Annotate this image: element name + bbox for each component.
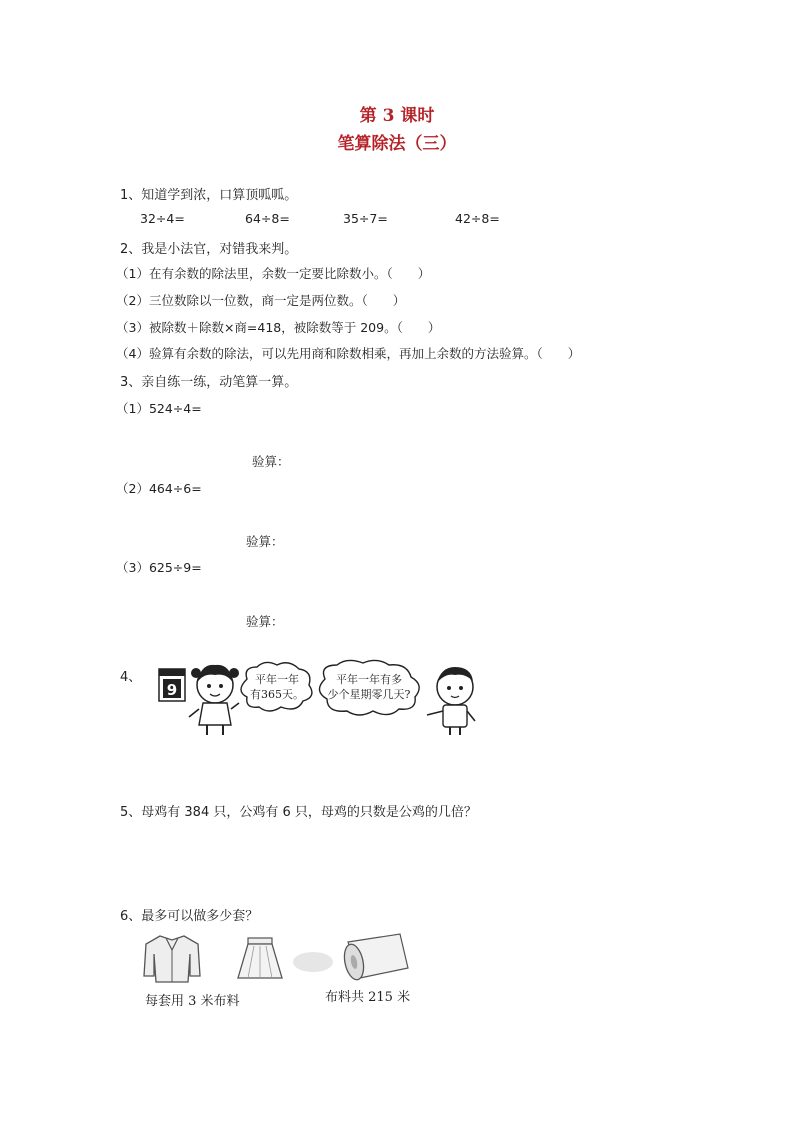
- calendar-icon: [159, 669, 185, 701]
- q1-item-3: 35÷7=: [343, 211, 388, 226]
- boy-speech-bubble: [319, 660, 419, 715]
- fabric-roll-icon: [341, 934, 408, 981]
- girl-speech-bubble: [241, 662, 312, 711]
- q3-item-2-expr: （2）464÷6=: [116, 481, 202, 496]
- q3-item-2-check: 验算：: [246, 534, 284, 549]
- boy-bubble-line-1: 平年一年有多: [336, 673, 402, 686]
- q3-item-1-check: 验算：: [252, 454, 290, 469]
- q3-item-1-expr: （1）524÷4=: [116, 401, 202, 416]
- q1-item-1: 32÷4=: [140, 211, 185, 226]
- q2-item-4: （4）验算有余数的除法，可以先用商和除数相乘，再加上余数的方法验算。（ ）: [116, 346, 581, 361]
- q2-item-1: （1）在有余数的除法里，余数一定要比除数小。（ ）: [116, 266, 431, 281]
- q6-caption-right: 布料共 215 米: [325, 990, 411, 1005]
- q2-item-2: （2）三位数除以一位数，商一定是两位数。（ ）: [116, 293, 406, 308]
- girl-bubble-line-1: 平年一年: [255, 673, 299, 686]
- q3-item-3-expr: （3）625÷9=: [116, 560, 202, 575]
- q3-item-3-check: 验算：: [246, 614, 284, 629]
- q4-illustration: [155, 655, 500, 740]
- q3-prompt: 3、亲自练一练，动笔算一算。: [120, 375, 298, 390]
- skirt-icon: [238, 938, 282, 978]
- q6-illustration: [138, 932, 418, 988]
- lesson-title: 第 3 课时: [359, 106, 435, 126]
- q5-prompt: 5、母鸡有 384 只，公鸡有 6 只，母鸡的只数是公鸡的几倍？: [120, 805, 477, 820]
- boy-bubble-line-2: 少个星期零几天?: [327, 688, 411, 701]
- jacket-icon: [144, 936, 200, 982]
- q6-caption-left: 每套用 3 米布料: [145, 994, 240, 1009]
- q1-item-2: 64÷8=: [245, 211, 290, 226]
- q4-label: 4、: [120, 670, 142, 685]
- q2-item-3: （3）被除数＋除数×商=418，被除数等于 209。（ ）: [116, 320, 441, 335]
- q1-prompt: 1、知道学到浓，口算顶呱呱。: [120, 188, 298, 203]
- decorative-smudge: [293, 952, 333, 972]
- q1-item-4: 42÷8=: [455, 211, 500, 226]
- girl-figure-icon: [189, 665, 239, 735]
- topic-title: 笔算除法（三）: [337, 134, 457, 154]
- q6-prompt: 6、最多可以做多少套？: [120, 909, 259, 924]
- calendar-day: 9: [166, 681, 178, 699]
- q2-prompt: 2、我是小法官，对错我来判。: [120, 242, 298, 257]
- boy-figure-icon: [427, 667, 475, 735]
- girl-bubble-line-2: 有365天。: [250, 688, 304, 701]
